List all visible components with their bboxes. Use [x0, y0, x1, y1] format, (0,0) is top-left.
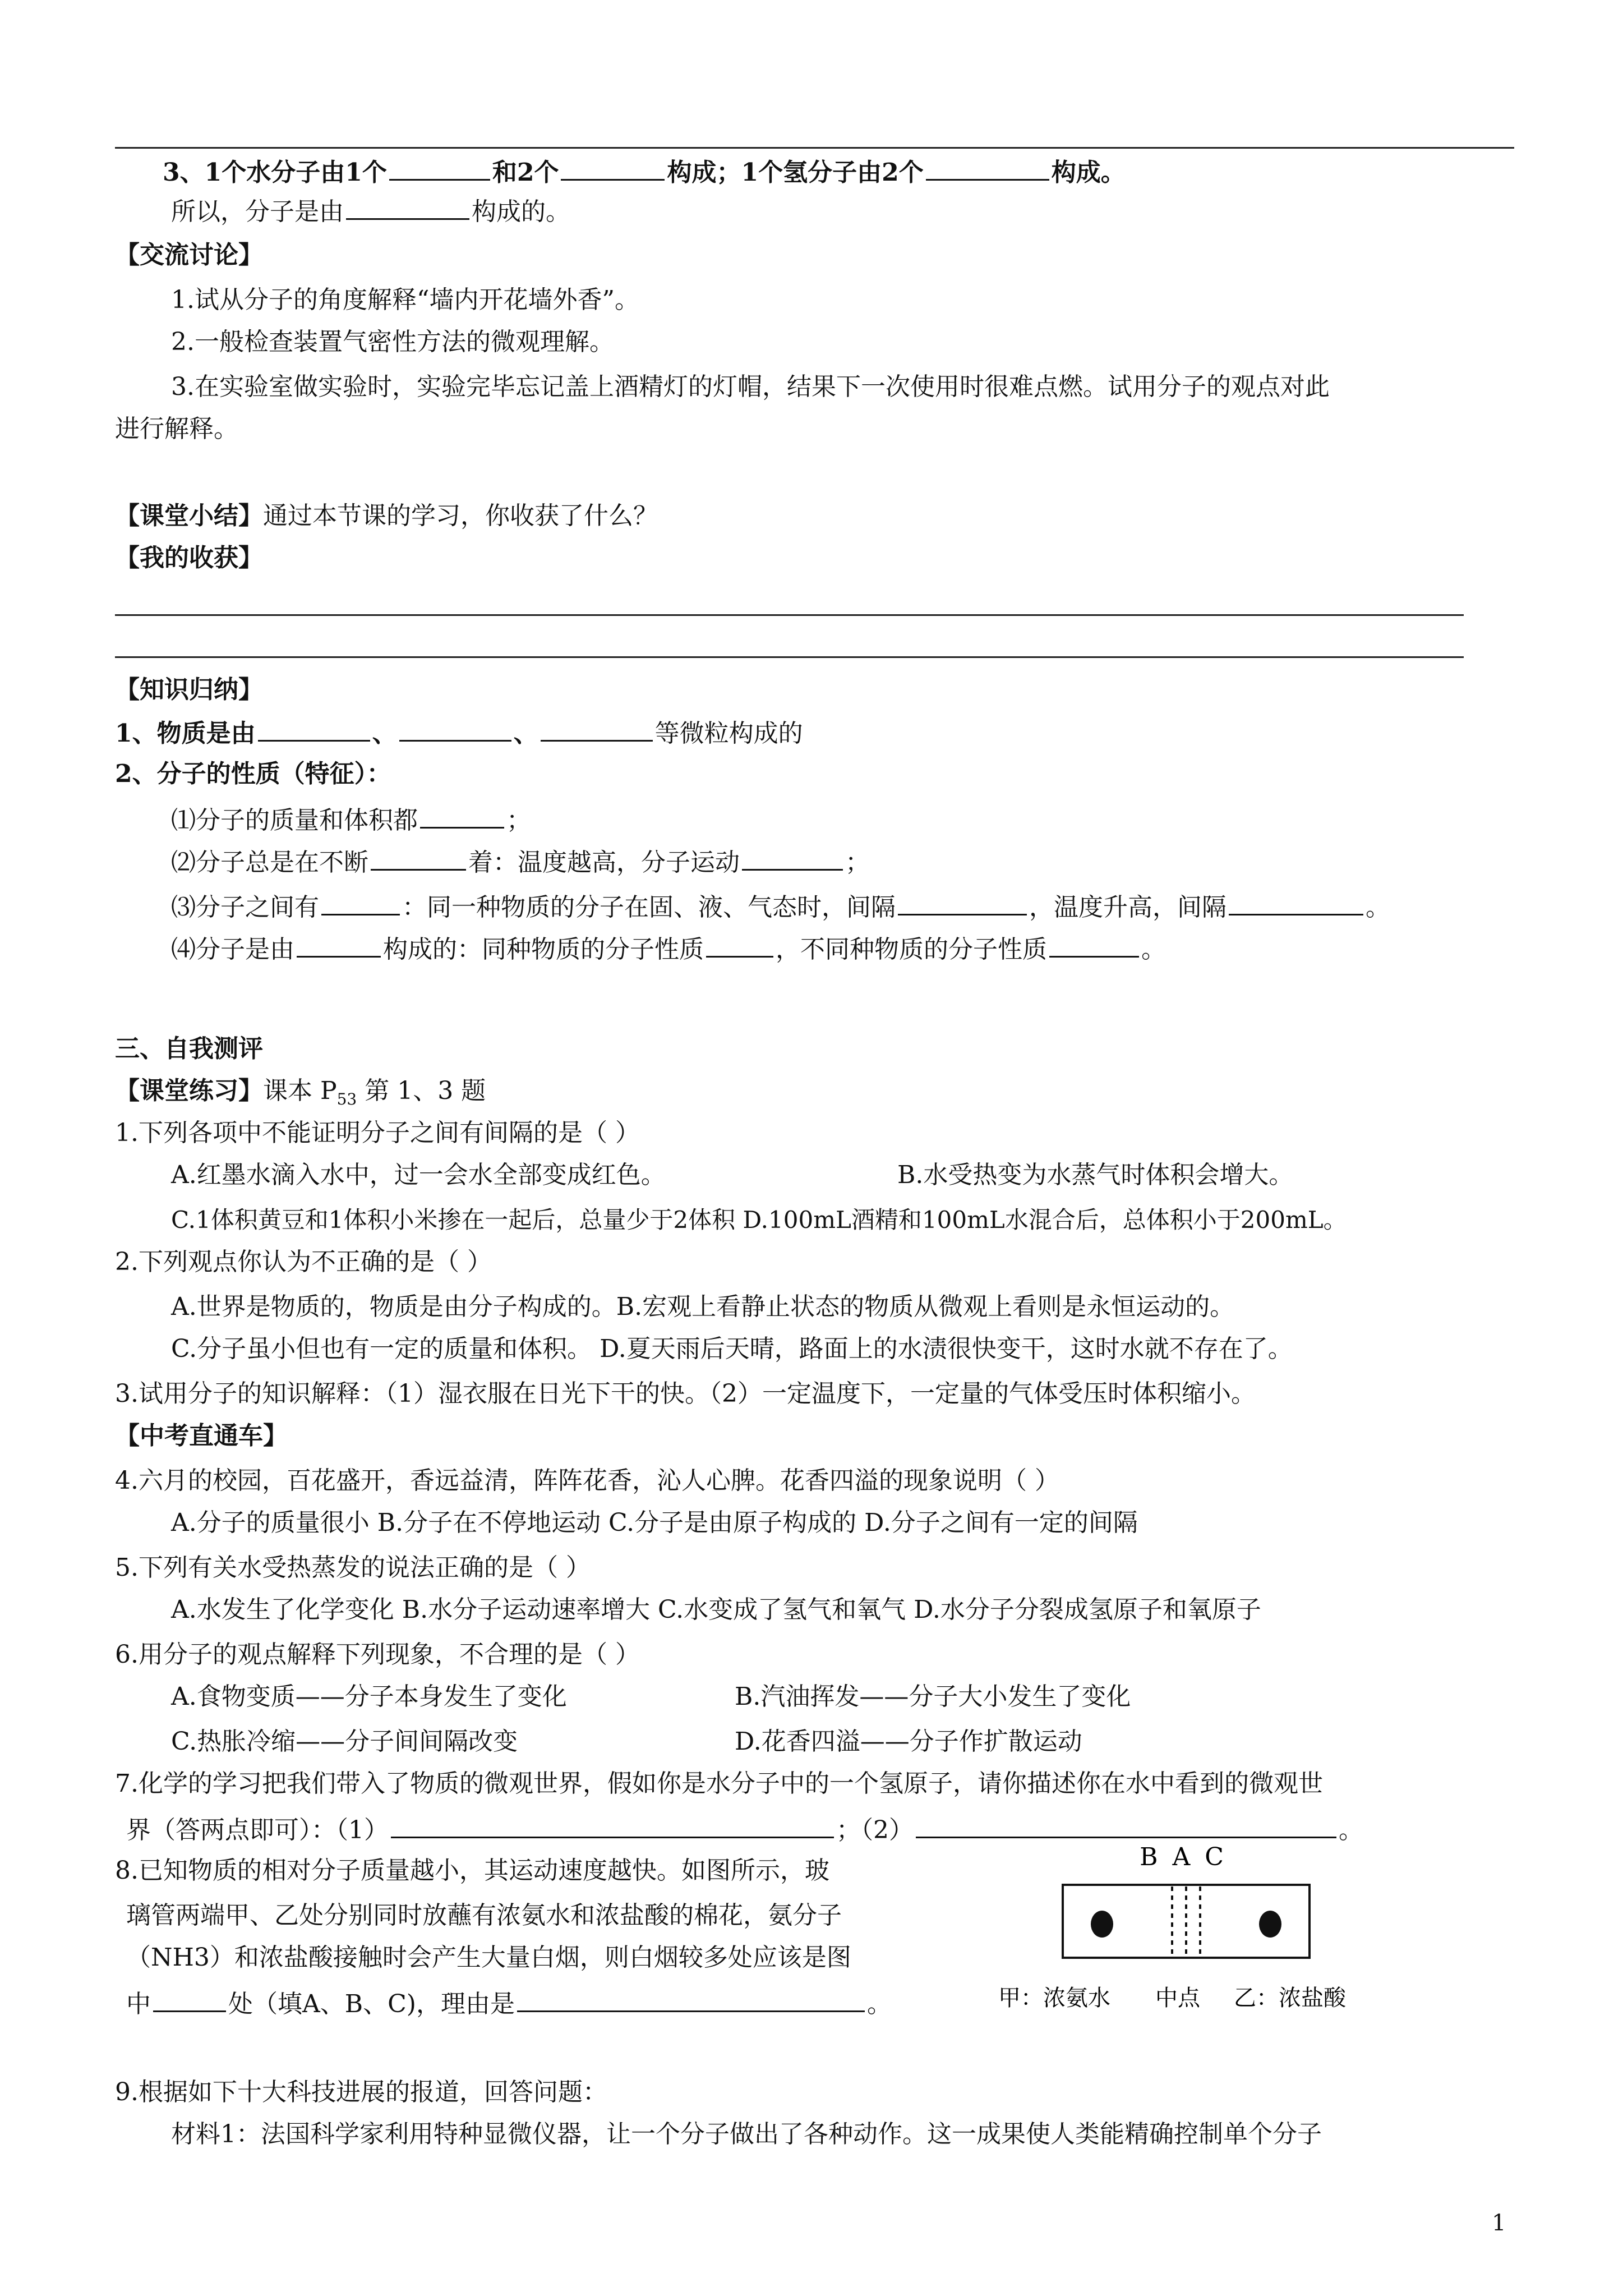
heading-exam: 【中考直通车】 — [115, 1421, 288, 1450]
blank[interactable] — [371, 844, 466, 871]
answer-line[interactable] — [115, 614, 1464, 616]
top-rule — [115, 147, 1514, 149]
question-9: 9.根据如下十大科技进展的报道，回答问题： — [115, 2078, 607, 2106]
question-1: 1.下列各项中不能证明分子之间有间隔的是（ ） — [115, 1119, 640, 1147]
q6-option-c: C.热胀冷缩——分子间间隔改变 — [171, 1727, 518, 1756]
summary-line: 【课堂小结】通过本节课的学习，你收获了什么？ — [115, 501, 658, 530]
question-6: 6.用分子的观点解释下列现象，不合理的是（ ） — [115, 1640, 640, 1669]
blank[interactable] — [926, 154, 1049, 181]
blank[interactable] — [346, 194, 469, 220]
property-2: ⑵分子总是在不断 着：温度越高，分子运动 ； — [171, 844, 870, 880]
q1-options-cd: C.1体积黄豆和1体积小米掺在一起后，总量少于2体积 D.100mL酒精和100mL水混合后，总体积小于200mL。 — [171, 1206, 1347, 1234]
q2-options-ab: A.世界是物质的，物质是由分子构成的。B.宏观上看静止状态的物质从微观上看则是永恒运动的。 — [171, 1292, 1235, 1321]
glass-tube-svg — [998, 1837, 1424, 2028]
section-self-assessment: 三、自我测评 — [115, 1034, 263, 1063]
question-5: 5.下列有关水受热蒸发的说法正确的是（ ） — [115, 1553, 591, 1582]
q1-option-a: A.红墨水滴入水中，过一会水全部变成红色。 — [171, 1161, 666, 1189]
q6-option-a: A.食物变质——分子本身发生了变化 — [171, 1682, 567, 1711]
blank[interactable] — [420, 802, 504, 829]
property-1: ⑴分子的质量和体积都 ； — [171, 802, 531, 838]
question-3: 3.试用分子的知识解释：（1）湿衣服在日光下干的快。（2）一定温度下，一定量的气体受压时体积缩小。 — [115, 1379, 1256, 1408]
blank[interactable] — [258, 715, 370, 742]
question-8: 8.已知物质的相对分子质量越小，其运动速度越快。如图所示，玻 — [115, 1856, 829, 1885]
question-8-cont-2: （NH3）和浓盐酸接触时会产生大量白烟，则白烟较多处应该是图 — [126, 1943, 851, 1972]
discussion-item-3: 3.在实验室做实验时，实验完毕忘记盖上酒精灯的灯帽，结果下一次使用时很难点燃。试用分子的观点对此 — [171, 372, 1330, 401]
property-3: ⑶分子之间有 ：同一种物质的分子在固、液、气态时，间隔 ，温度升高，间隔 。 — [171, 889, 1390, 924]
question-7: 7.化学的学习把我们带入了物质的微观世界，假如你是水分子中的一个氢原子，请你描述你在水中看到的微观世 — [115, 1769, 1323, 1798]
answer-line[interactable] — [115, 656, 1464, 658]
knowledge-2: 2、分子的性质（特征）： — [115, 760, 391, 788]
blank[interactable] — [399, 715, 511, 742]
blank[interactable] — [706, 931, 773, 958]
discussion-item-3-cont: 进行解释。 — [115, 415, 238, 443]
q2-options-cd: C.分子虽小但也有一定的质量和体积。 D.夏天雨后天晴，路面上的水渍很快变干，这时水就不存在了。 — [171, 1335, 1293, 1363]
question-2: 2.下列观点你认为不正确的是（ ） — [115, 1248, 492, 1276]
q6-option-d: D.花香四溢——分子作扩散运动 — [735, 1727, 1082, 1756]
practice-line: 【课堂练习】课本 $P_{53}$ 第 1、3 题 — [115, 1076, 486, 1108]
blank[interactable] — [297, 931, 381, 958]
knowledge-1: 1、物质是由 、 、 等微粒构成的 — [115, 715, 803, 751]
label-jia: 甲：浓氨水 — [998, 1985, 1110, 2011]
material-1: 材料1：法国科学家利用特种显微仪器，让一个分子做出了各种动作。这一成果使人类能精确控制单个分子 — [171, 2120, 1322, 2148]
blank[interactable] — [321, 889, 400, 915]
blank[interactable] — [541, 715, 653, 742]
question-7-cont: 界（答两点即可）：（1） ；（2） 。 — [126, 1812, 1363, 1847]
cotton-jia — [1091, 1911, 1113, 1938]
blank[interactable] — [391, 1812, 834, 1838]
heading-discussion: 【交流讨论】 — [115, 241, 263, 269]
blank[interactable] — [916, 1812, 1336, 1838]
page-number: 1 — [1492, 2210, 1506, 2236]
blank[interactable] — [389, 154, 490, 181]
line-composition-water: 3、1个水分子由1个 和2个 构成；1个氢分子由2个 构成。 — [163, 154, 1126, 190]
blank[interactable] — [153, 1986, 226, 2012]
discussion-item-1: 1.试从分子的角度解释“墙内开花墙外香”。 — [171, 286, 639, 314]
label-midpoint: 中点 — [1155, 1985, 1200, 2011]
blank[interactable] — [561, 154, 665, 181]
blank[interactable] — [898, 889, 1027, 915]
heading-knowledge: 【知识归纳】 — [115, 675, 263, 704]
blank[interactable] — [742, 844, 843, 871]
blank[interactable] — [517, 1986, 865, 2012]
question-8-cont-3: 中 处（填A、B、C)，理由是 。 — [126, 1986, 892, 2021]
q5-options: A.水发生了化学变化 B.水分子运动速率增大 C.水变成了氢气和氧气 D.水分子分裂成氢原子和氧原子 — [171, 1595, 1261, 1624]
question-4: 4.六月的校园，百花盛开，香远益清，阵阵花香，沁人心脾。花香四溢的现象说明（ ） — [115, 1466, 1059, 1495]
glass-tube-diagram — [998, 1837, 1424, 2028]
point-labels: B A C — [1140, 1843, 1227, 1871]
line-molecule-composed: 所以，分子是由 构成的。 — [171, 194, 570, 229]
heading-my-gain: 【我的收获】 — [115, 544, 263, 572]
discussion-item-2: 2.一般检查装置气密性方法的微观理解。 — [171, 328, 614, 356]
property-4: ⑷分子是由 构成的：同种物质的分子性质 ，不同种物质的分子性质 。 — [171, 931, 1166, 967]
cotton-yi — [1259, 1911, 1281, 1938]
q6-option-b: B.汽油挥发——分子大小发生了变化 — [735, 1682, 1131, 1711]
q1-option-b: B.水受热变为水蒸气时体积会增大。 — [897, 1161, 1294, 1189]
blank[interactable] — [1229, 889, 1363, 915]
q4-options: A.分子的质量很小 B.分子在不停地运动 C.分子是由原子构成的 D.分子之间有一定的间隔 — [171, 1508, 1138, 1537]
blank[interactable] — [1049, 931, 1139, 958]
label-yi: 乙：浓盐酸 — [1234, 1985, 1346, 2011]
question-8-cont-1: 璃管两端甲、乙处分别同时放蘸有浓氨水和浓盐酸的棉花，氨分子 — [126, 1901, 842, 1930]
